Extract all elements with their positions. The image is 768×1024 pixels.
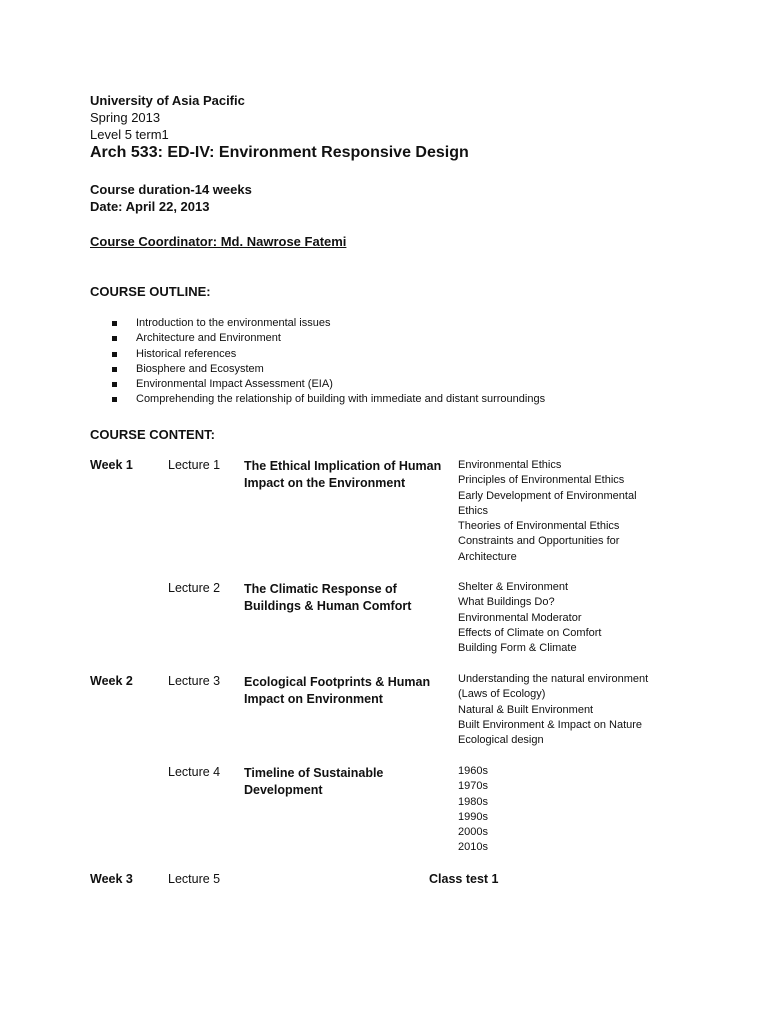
lecture-topic: Ecological Footprints & Human Impact on Environment	[244, 675, 431, 706]
class-test-note: Class test 1	[429, 872, 499, 886]
list-item: Principles of Environmental Ethics	[458, 474, 625, 487]
bullet-square-icon	[112, 397, 117, 402]
university-name: University of Asia Pacific	[90, 93, 245, 108]
list-item: Biosphere and Ecosystem	[112, 362, 545, 377]
week-label: Week 1	[90, 458, 133, 472]
list-item: Ecological design	[458, 734, 544, 747]
course-date: Date: April 22, 2013	[90, 199, 210, 214]
list-item: Building Form & Climate	[458, 642, 577, 655]
bullet-square-icon	[112, 382, 117, 387]
lecture-label: Lecture 1	[168, 458, 221, 472]
lecture-label: Lecture 4	[168, 765, 221, 779]
lecture-subtopics	[458, 580, 678, 656]
list-item: Built Environment & Impact on Nature	[458, 718, 643, 731]
lecture-topic: Timeline of Sustainable Development	[244, 766, 384, 797]
list-item: 1980s	[458, 795, 488, 808]
week-label: Week 2	[90, 674, 133, 688]
list-item: Constraints and Opportunities for Architecture	[458, 535, 620, 563]
lecture-subtopics	[458, 764, 678, 856]
course-outline-list	[112, 316, 545, 408]
lecture-topic: The Ethical Implication of Human Impact on the Environment	[244, 459, 442, 490]
list-item: 2010s	[458, 841, 488, 854]
level-term: Level 5 term1	[90, 127, 169, 142]
list-item: 1990s	[458, 810, 488, 823]
list-item: Environmental Impact Assessment (EIA)	[112, 377, 545, 392]
semester: Spring 2013	[90, 110, 161, 125]
list-item: What Buildings Do?	[458, 596, 555, 609]
lecture-label: Lecture 3	[168, 674, 221, 688]
list-item: Comprehending the relationship of building with immediate and distant surroundings	[112, 392, 545, 407]
course-content-heading: COURSE CONTENT:	[90, 427, 215, 442]
list-item: Understanding the natural environment	[458, 673, 649, 685]
list-item: 1970s	[458, 780, 488, 793]
list-item: Effects of Climate on Comfort	[458, 626, 602, 639]
list-item: 1960s	[458, 765, 488, 777]
list-item: Theories of Environmental Ethics	[458, 520, 620, 533]
course-title: Arch 533: ED-IV: Environment Responsive Design	[90, 144, 469, 161]
list-item: Architecture and Environment	[112, 331, 545, 346]
list-item: Introduction to the environmental issues	[112, 316, 545, 331]
list-item: Early Development of Environmental Ethics	[458, 489, 637, 517]
bullet-square-icon	[112, 336, 117, 341]
course-outline-heading: COURSE OUTLINE:	[90, 284, 211, 299]
bullet-square-icon	[112, 367, 117, 372]
list-item: Environmental Ethics	[458, 459, 562, 471]
list-item: Shelter & Environment	[458, 581, 569, 593]
course-coordinator: Course Coordinator: Md. Nawrose Fatemi	[90, 234, 347, 249]
lecture-topic: The Climatic Response of Buildings & Human Comfort	[244, 582, 412, 613]
lecture-subtopics	[458, 458, 678, 565]
list-item: Historical references	[112, 347, 545, 362]
list-item: (Laws of Ecology)	[458, 688, 546, 701]
lecture-label: Lecture 2	[168, 581, 221, 595]
list-item: Environmental Moderator	[458, 611, 582, 624]
bullet-square-icon	[112, 352, 117, 357]
course-duration: Course duration-14 weeks	[90, 182, 252, 197]
week-label: Week 3	[90, 872, 133, 886]
bullet-square-icon	[112, 321, 117, 326]
list-item: Natural & Built Environment	[458, 703, 594, 716]
lecture-label: Lecture 5	[168, 872, 221, 886]
list-item: 2000s	[458, 826, 488, 839]
lecture-subtopics	[458, 672, 678, 748]
